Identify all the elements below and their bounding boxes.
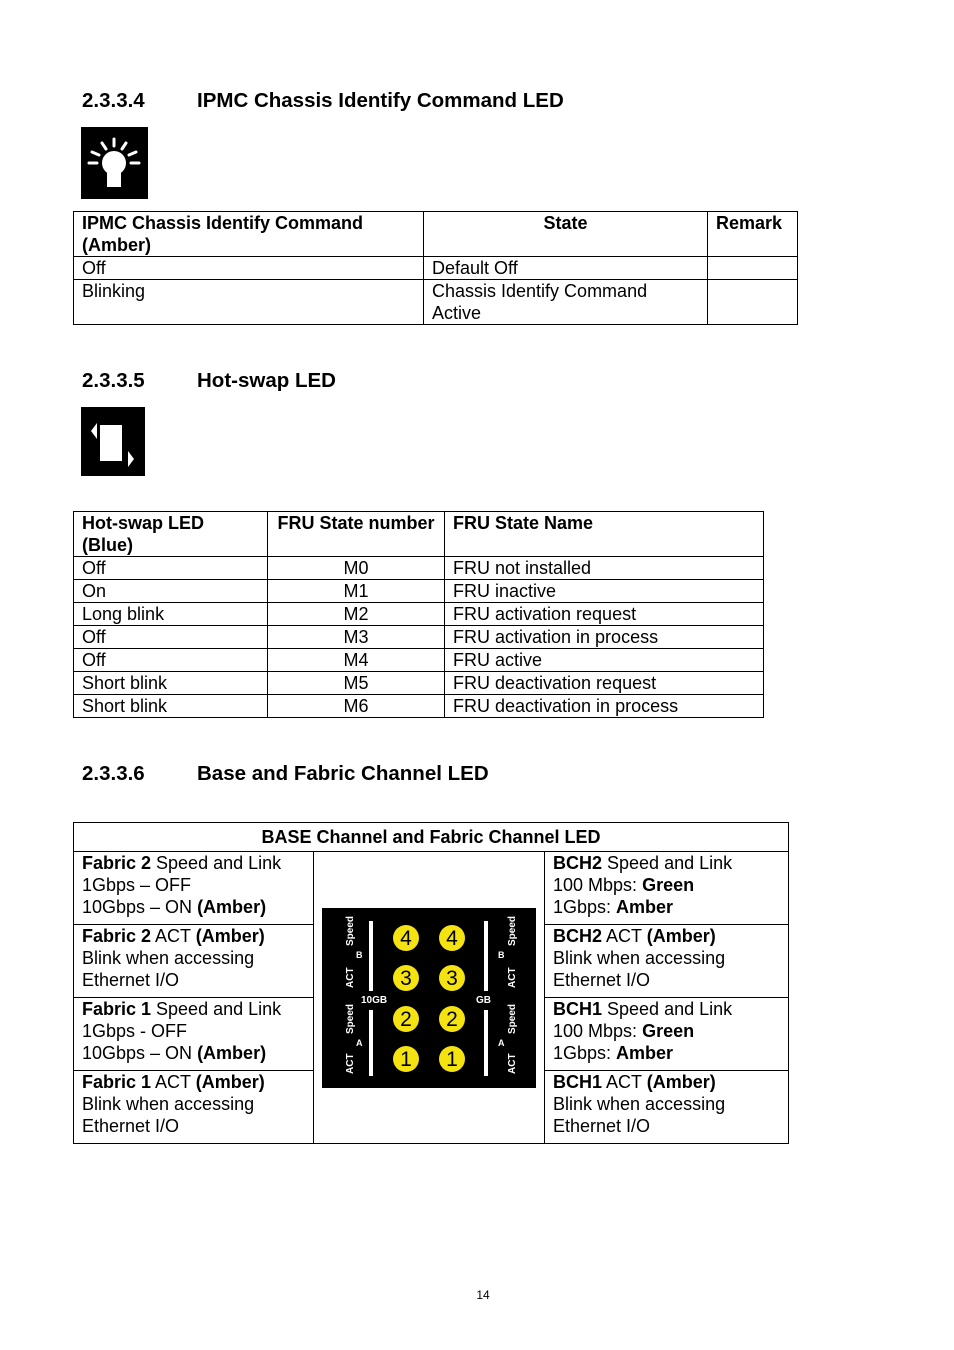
table-row [74,257,798,280]
fabric2-speed-cell [74,852,314,925]
cell-bold: BCH1 [553,1072,603,1092]
cell-text: Speed and Link [602,999,733,1019]
table-row [74,672,764,695]
table-row [74,852,789,925]
table-title: BASE Channel and Fabric Channel LED [74,823,789,852]
section-title: Hot-swap LED [197,369,336,392]
cell-bold: Green [642,1021,695,1041]
led-number: 2 [446,1007,458,1031]
cell-text: Blink when accessing [553,1094,726,1114]
cell-text: Speed and Link [151,999,282,1019]
fabric2-act-cell [74,925,314,998]
cell-text: ACT [151,1072,196,1092]
table-header: State [424,212,708,257]
cell-text: Ethernet I/O [553,970,651,990]
bch1-act-cell [545,1071,789,1144]
section-number: 2.3.3.4 [82,89,145,112]
table-cell: FRU not installed [445,557,764,580]
cell-text: Blink when accessing [82,1094,255,1114]
ipmc-led-table [73,211,798,325]
hot-swap-icon [81,407,145,476]
fabric1-speed-cell [74,998,314,1071]
table-cell [708,280,798,325]
port-a-label: A [356,1037,363,1048]
cell-bold: Fabric 1 [82,1072,152,1092]
table-cell: Short blink [74,695,268,718]
table-header: FRU State Name [445,512,764,557]
table-cell: FRU active [445,649,764,672]
cell-bold: BCH2 [553,853,603,873]
speed-label: Speed [507,1003,518,1034]
table-cell: Blinking [74,280,424,325]
table-cell: M0 [268,557,445,580]
cell-bold: Green [642,875,695,895]
table-cell: M1 [268,580,445,603]
group-10gb-label: 10GB [361,994,388,1006]
table-header: Remark [708,212,798,257]
cell-bold: Amber [616,1043,674,1063]
cell-text: ACT [602,1072,647,1092]
table-cell: Off [74,649,268,672]
section-heading-ipmc [82,89,564,113]
table-cell: Short blink [74,672,268,695]
speed-label: Speed [507,915,518,946]
led-number: 1 [400,1047,412,1071]
table-row [74,695,764,718]
page-number: 14 [476,1288,490,1302]
table-cell: Default Off [424,257,708,280]
cell-bold: Fabric 2 [82,853,152,873]
section-heading-hotswap [82,369,336,393]
section-title: Base and Fabric Channel LED [197,762,489,785]
port-b-label: B [498,949,505,960]
cell-text: 10Gbps – ON [82,1043,198,1063]
table-cell: M2 [268,603,445,626]
cell-text: Blink when accessing [82,948,255,968]
cell-bold: BCH2 [553,926,603,946]
section-heading-channel [82,762,489,786]
cell-bold: (Amber) [646,926,716,946]
group-gb-label: GB [476,994,491,1006]
port-a-label: A [498,1037,505,1048]
channel-led-table [73,822,789,1144]
cell-text: Ethernet I/O [553,1116,651,1136]
table-header: Hot-swap LED (Blue) [74,512,268,557]
act-label: ACT [345,966,356,988]
cell-text: Ethernet I/O [82,1116,180,1136]
cell-bold: Fabric 1 [82,999,152,1019]
bch2-speed-cell [545,852,789,925]
table-cell: Off [74,257,424,280]
speed-label: Speed [345,1003,356,1034]
cell-text: 10Gbps – ON [82,897,198,917]
cell-text: ACT [151,926,196,946]
table-cell: On [74,580,268,603]
table-header: FRU State number [268,512,445,557]
hotswap-led-table [73,511,764,718]
table-cell: M5 [268,672,445,695]
cell-bold: (Amber) [195,926,265,946]
table-cell: FRU deactivation in process [445,695,764,718]
table-cell: M6 [268,695,445,718]
led-number: 2 [400,1007,412,1031]
table-cell: FRU activation in process [445,626,764,649]
port-b-label: B [356,949,363,960]
led-number: 3 [446,966,458,990]
section-number: 2.3.3.5 [82,369,145,392]
cell-text: Ethernet I/O [82,970,180,990]
table-cell: M3 [268,626,445,649]
cell-text: Speed and Link [151,853,282,873]
table-cell: Off [74,626,268,649]
cell-text: ACT [602,926,647,946]
bch1-speed-cell [545,998,789,1071]
act-label: ACT [345,1052,356,1074]
table-cell [708,257,798,280]
cell-bold: BCH1 [553,999,603,1019]
table-row [74,603,764,626]
cell-text: 1Gbps - OFF [82,1021,188,1041]
section-number: 2.3.3.6 [82,762,145,785]
lightbulb-icon [81,127,148,199]
cell-text: Speed and Link [602,853,733,873]
bch2-act-cell [545,925,789,998]
led-number: 4 [400,926,412,950]
cell-bold: Amber [616,897,674,917]
cell-text: Blink when accessing [553,948,726,968]
table-cell: FRU deactivation request [445,672,764,695]
table-row [74,557,764,580]
speed-label: Speed [345,915,356,946]
cell-bold: (Amber) [646,1072,716,1092]
cell-bold: (Amber) [195,1072,265,1092]
act-label: ACT [507,1052,518,1074]
table-cell: Chassis Identify Command Active [424,280,708,325]
table-row [74,626,764,649]
led-panel [322,908,536,1088]
act-label: ACT [507,966,518,988]
section-title: IPMC Chassis Identify Command LED [197,89,564,112]
table-cell: FRU inactive [445,580,764,603]
table-cell: Off [74,557,268,580]
fabric1-act-cell [74,1071,314,1144]
table-row [74,280,798,325]
led-number: 1 [446,1047,458,1071]
led-number: 3 [400,966,412,990]
table-row [74,580,764,603]
table-cell: M4 [268,649,445,672]
table-cell: Long blink [74,603,268,626]
cell-text: 1Gbps: [553,897,617,917]
cell-text: 1Gbps – OFF [82,875,192,895]
cell-bold: (Amber) [197,897,267,917]
led-number: 4 [446,926,458,950]
cell-text: 1Gbps: [553,1043,617,1063]
table-header: IPMC Chassis Identify Command (Amber) [74,212,424,257]
cell-bold: Fabric 2 [82,926,152,946]
cell-text: 100 Mbps: [553,1021,643,1041]
table-row [74,649,764,672]
led-figure-cell [314,852,545,1144]
table-cell: FRU activation request [445,603,764,626]
cell-text: 100 Mbps: [553,875,643,895]
cell-bold: (Amber) [197,1043,267,1063]
